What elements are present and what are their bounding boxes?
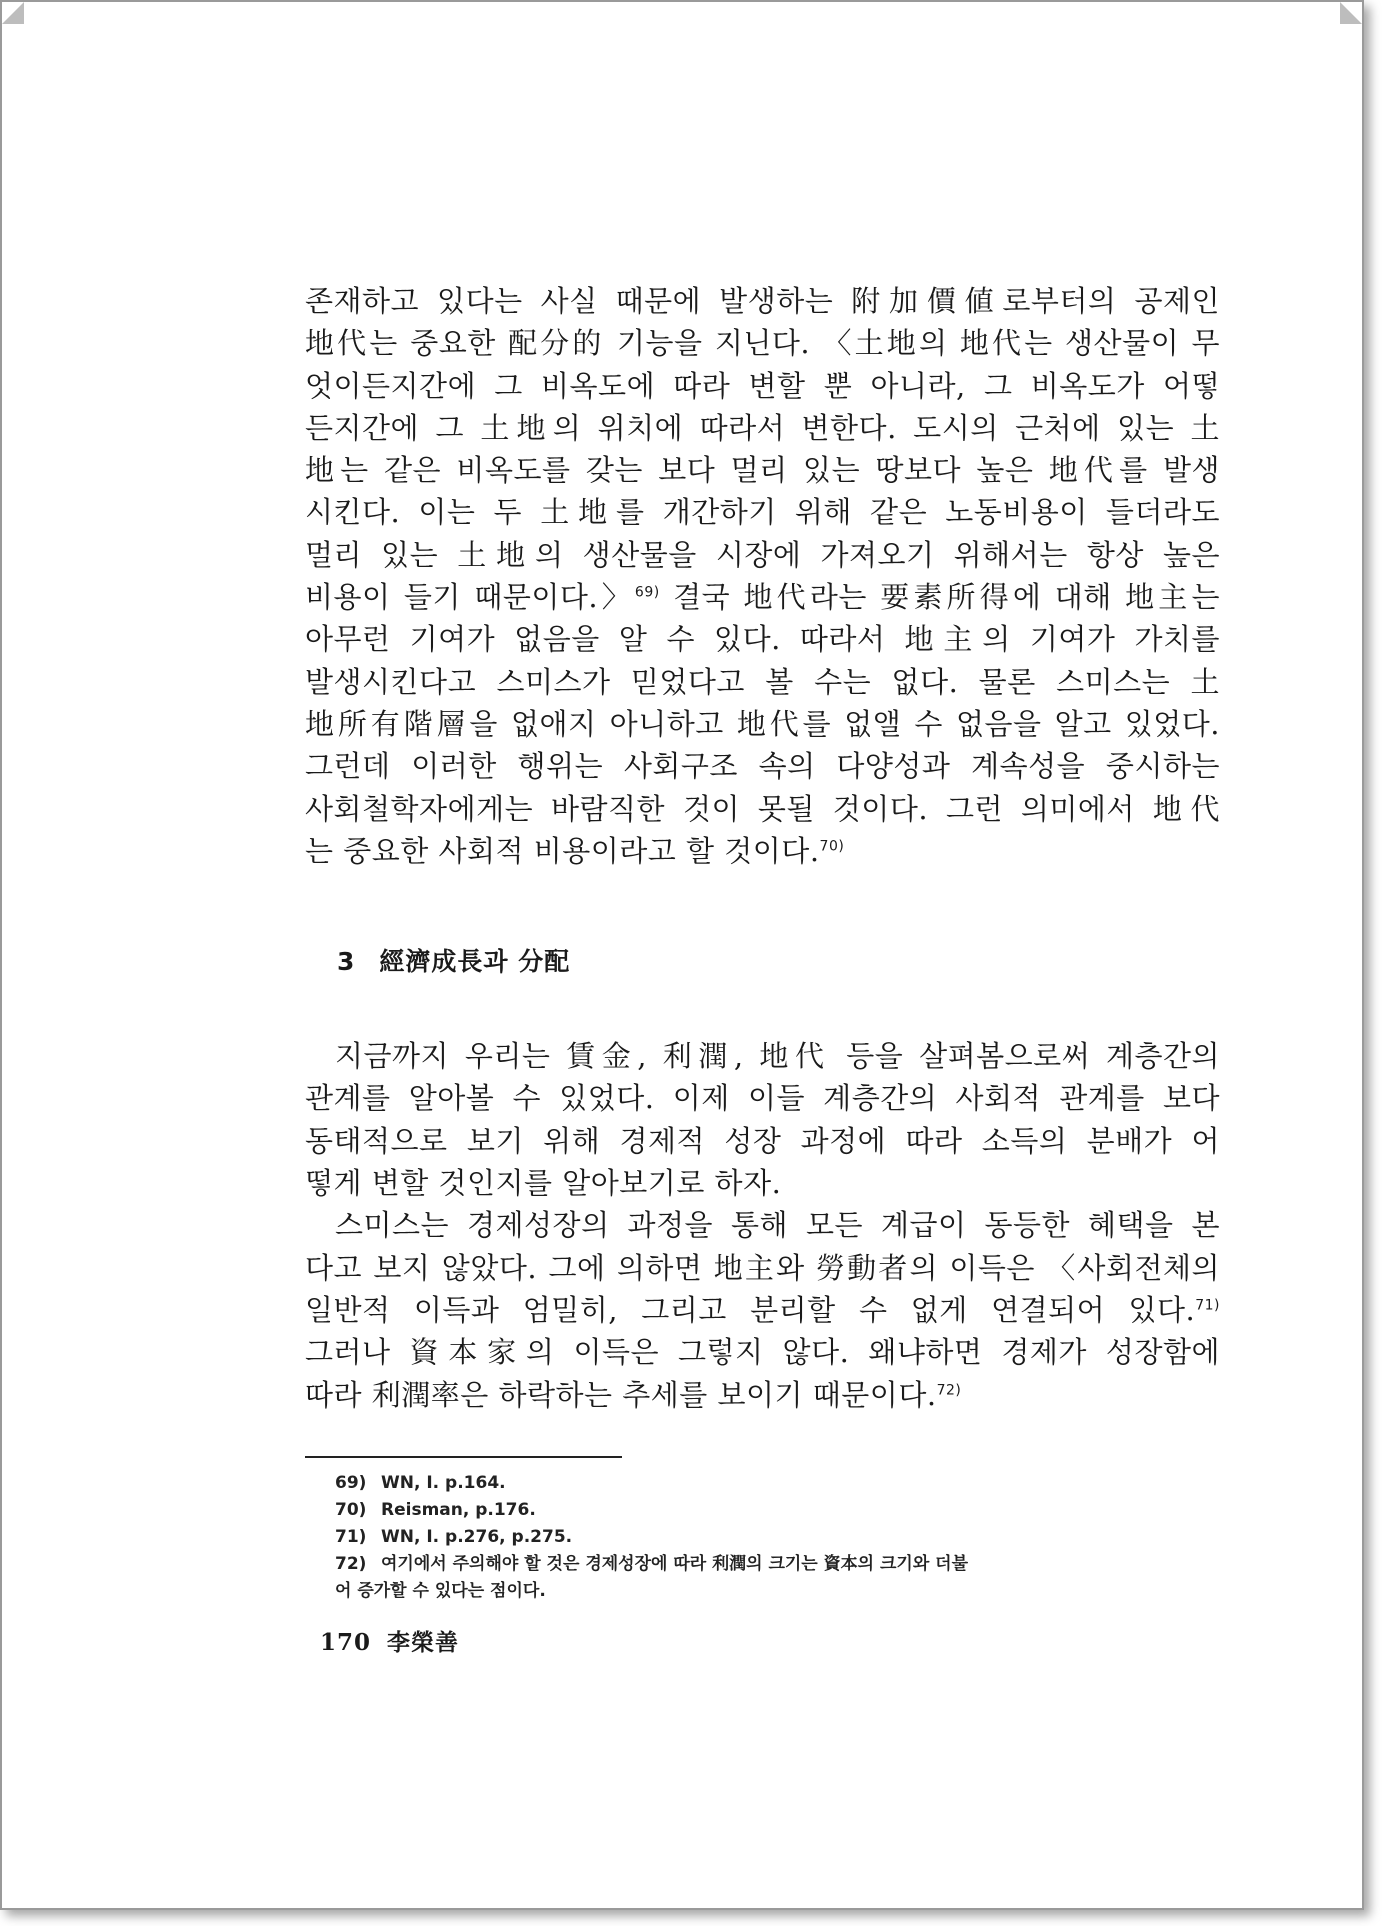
text-line: 든지간에 그 土地의 위치에 따라서 변한다. 도시의 근처에 있는 土 bbox=[305, 410, 1220, 445]
text-line: 다고 보지 않았다. 그에 의하면 地主와 勞動者의 이득은 〈사회전체의 bbox=[305, 1250, 1220, 1285]
page-corner-left bbox=[2, 2, 24, 24]
text-line: 엇이든지간에 그 비옥도에 따라 변할 뿐 아니라, 그 비옥도가 어떻 bbox=[305, 368, 1220, 403]
text-line: 멀리 있는 土地의 생산물을 시장에 가져오기 위해서는 항상 높은 bbox=[305, 537, 1220, 572]
footnote-70 bbox=[335, 1497, 1220, 1524]
text-line: 발생시킨다고 스미스가 믿었다고 볼 수는 없다. 물론 스미스는 土 bbox=[305, 664, 1220, 699]
footnote-number: 72) bbox=[335, 1553, 367, 1574]
text-line-with-footnote bbox=[305, 576, 1220, 618]
page-content bbox=[305, 280, 1220, 1605]
text-line-with-footnote bbox=[305, 1289, 1220, 1331]
text-fragment: 따라 利潤率은 하락하는 추세를 보이기 때문이다. bbox=[305, 1377, 937, 1412]
text-line-with-footnote bbox=[305, 830, 1220, 872]
text-line: 스미스는 경제성장의 과정을 통해 모든 계급이 동등한 혜택을 본 bbox=[335, 1208, 1220, 1243]
text-line: 地所有階層을 없애지 아니하고 地代를 없앨 수 없음을 알고 있었다. bbox=[305, 706, 1220, 741]
footnote-71 bbox=[335, 1524, 1220, 1551]
footnote-72 bbox=[335, 1551, 1220, 1578]
text-line: 시킨다. 이는 두 土地를 개간하기 위해 같은 노동비용이 들더라도 bbox=[305, 495, 1220, 530]
paragraph-land-rent bbox=[305, 280, 1220, 872]
text-fragment: 는 중요한 사회적 비용이라고 할 것이다. bbox=[305, 833, 820, 868]
page-folio bbox=[320, 1624, 459, 1657]
text-line: 地代는 중요한 配分的 기능을 지닌다. 〈土地의 地代는 생산물이 무 bbox=[305, 326, 1220, 361]
footnote-69 bbox=[335, 1470, 1220, 1497]
text-line: 아무런 기여가 없음을 알 수 있다. 따라서 地主의 기여가 가치를 bbox=[305, 622, 1220, 657]
footnote-number: 70) bbox=[335, 1499, 367, 1520]
text-line: 떻게 변할 것인지를 알아보기로 하자. bbox=[305, 1166, 782, 1201]
text-line: 관계를 알아볼 수 있었다. 이제 이들 계층간의 사회적 관계를 보다 bbox=[305, 1081, 1220, 1116]
text-line: 동태적으로 보기 위해 경제적 성장 과정에 따라 소득의 분배가 어 bbox=[305, 1123, 1220, 1158]
footnotes bbox=[305, 1470, 1220, 1605]
text-line: 존재하고 있다는 사실 때문에 발생하는 附加價値로부터의 공제인 bbox=[305, 284, 1220, 318]
text-line-with-footnote bbox=[305, 1374, 1220, 1416]
text-line: 그런데 이러한 행위는 사회구조 속의 다양성과 계속성을 중시하는 bbox=[305, 749, 1220, 784]
footnote-ref-70: 70) bbox=[819, 838, 845, 855]
footnote-text: 여기에서 주의해야 할 것은 경제성장에 따라 利潤의 크기는 資本의 크기와 더불 bbox=[381, 1553, 968, 1574]
section-heading bbox=[305, 945, 1220, 979]
footnote-number: 69) bbox=[335, 1472, 367, 1493]
text-fragment: 비용이 들기 때문이다.〉 bbox=[305, 580, 635, 615]
text-line: 사회철학자에게는 바람직한 것이 못될 것이다. 그런 의미에서 地代 bbox=[305, 791, 1220, 826]
text-line: 地는 같은 비옥도를 갖는 보다 멀리 있는 땅보다 높은 地代를 발생 bbox=[305, 453, 1220, 488]
footnote-text: WN, I. p.164. bbox=[381, 1472, 506, 1493]
footnote-text: Reisman, p.176. bbox=[381, 1499, 536, 1520]
footnote-ref-69: 69) bbox=[634, 584, 660, 601]
text-fragment: 일반적 이득과 엄밀히, 그리고 분리할 수 없게 연결되어 있다. bbox=[305, 1292, 1196, 1327]
footnote-72-continued: 어 증가할 수 있다는 점이다. bbox=[335, 1580, 546, 1601]
running-author: 李榮善 bbox=[387, 1629, 460, 1656]
paragraph-intro bbox=[305, 1035, 1220, 1204]
footnote-divider bbox=[305, 1456, 622, 1458]
footnote-ref-71: 71) bbox=[1195, 1297, 1220, 1314]
paragraph-smith-growth bbox=[305, 1204, 1220, 1415]
section-number: 3 bbox=[337, 947, 356, 977]
section-title: 經濟成長과 分配 bbox=[379, 947, 571, 977]
footnote-text: WN, I. p.276, p.275. bbox=[381, 1526, 573, 1547]
text-line: 지금까지 우리는 賃金, 利潤, 地代 등을 살펴봄으로써 계층간의 bbox=[335, 1039, 1220, 1074]
footnote-number: 71) bbox=[335, 1526, 367, 1547]
text-line: 그러나 資本家의 이득은 그렇지 않다. 왜냐하면 경제가 성장함에 bbox=[305, 1335, 1220, 1370]
page-number: 170 bbox=[320, 1629, 372, 1656]
text-fragment: 결국 地代라는 要素所得에 대해 地主는 bbox=[659, 580, 1220, 615]
footnote-ref-72: 72) bbox=[936, 1381, 962, 1398]
page-corner-right bbox=[1340, 2, 1362, 24]
